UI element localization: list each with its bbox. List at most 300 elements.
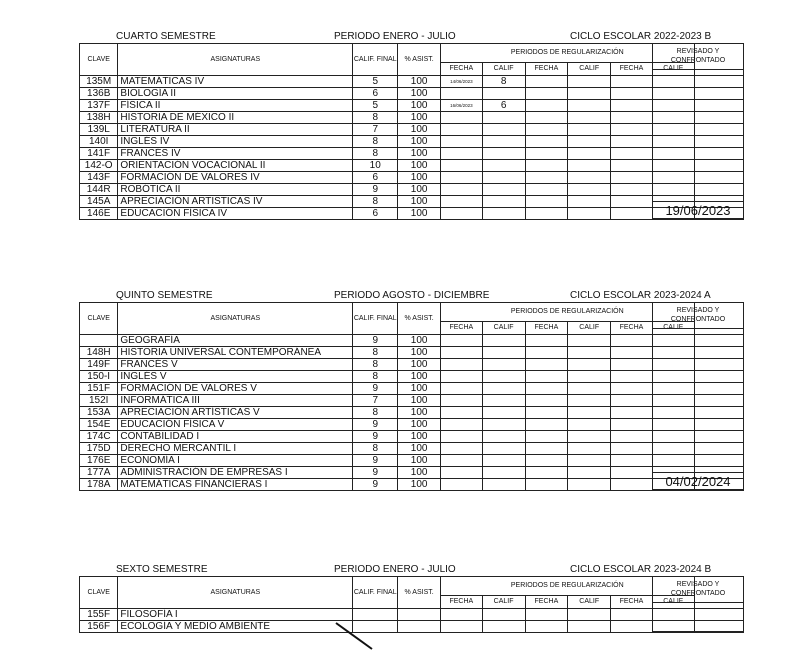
empty-cell (611, 407, 653, 419)
clave-cell: 178A (80, 479, 118, 491)
empty-cell (611, 383, 653, 395)
fecha-cell (441, 371, 483, 383)
empty-cell (611, 112, 653, 124)
fecha-cell (441, 112, 483, 124)
empty-cell (568, 160, 611, 172)
semester-name: CUARTO SEMESTRE (116, 31, 216, 42)
table-row (80, 100, 744, 112)
empty-cell (525, 76, 568, 88)
clave-cell: 144R (80, 184, 118, 196)
empty-cell (525, 395, 568, 407)
empty-cell (611, 208, 653, 220)
clave-cell: 176E (80, 455, 118, 467)
empty-cell (611, 455, 653, 467)
calif-cell: 8 (353, 443, 398, 455)
header-row (80, 303, 744, 322)
asignatura-cell: HISTORIA DE MÉXICO II (118, 112, 353, 124)
table-row (80, 172, 744, 184)
empty-cell (611, 160, 653, 172)
header-calif: CALIF (652, 596, 694, 609)
asignatura-cell: ORIENTACIÓN VOCACIONAL II (118, 160, 353, 172)
semester-period: PERIODO ENERO - JULIO (334, 564, 456, 575)
asist-cell: 100 (398, 407, 441, 419)
header-fecha: FECHA (525, 63, 568, 76)
header-calif: CALIF (652, 322, 694, 335)
header-clave: CLAVE (80, 303, 118, 335)
fecha-cell (441, 383, 483, 395)
revisado-header: REVISADO Y CONFRONTADO (653, 303, 743, 329)
calif-reg-cell (482, 335, 525, 347)
header-calif-final: CALIF. FINAL (353, 44, 398, 76)
semester-name: SEXTO SEMESTRE (116, 564, 208, 575)
calif-cell: 8 (353, 196, 398, 208)
fecha-cell (441, 172, 483, 184)
calif-reg-cell (482, 609, 525, 621)
header-asignaturas: ASIGNATURAS (118, 44, 353, 76)
empty-cell (611, 621, 653, 633)
calif-cell: 8 (353, 148, 398, 160)
empty-cell (525, 431, 568, 443)
header-asist: % ASIST. (398, 303, 441, 335)
asignatura-cell: EDUCACIÓN FÍSICA IV (118, 208, 353, 220)
asist-cell: 100 (398, 431, 441, 443)
asignatura-cell: APRECIACIÓN ARTÍSTICAS V (118, 407, 353, 419)
empty-cell (611, 479, 653, 491)
table-row (80, 479, 744, 491)
clave-cell: 152I (80, 395, 118, 407)
asignatura-cell: HISTORIA UNIVERSAL CONTEMPORÁNEA (118, 347, 353, 359)
header-row (80, 44, 744, 63)
asist-cell: 100 (398, 124, 441, 136)
empty-cell (525, 621, 568, 633)
calif-cell: 8 (353, 371, 398, 383)
calif-cell: 8 (353, 407, 398, 419)
asist-cell: 100 (398, 148, 441, 160)
header-calif: CALIF (482, 596, 525, 609)
empty-cell (525, 160, 568, 172)
header-calif: CALIF (652, 63, 694, 76)
asist-cell: 100 (398, 419, 441, 431)
empty-cell (568, 371, 611, 383)
asist-cell: 100 (398, 208, 441, 220)
empty-cell (611, 148, 653, 160)
empty-cell (611, 335, 653, 347)
empty-cell (568, 112, 611, 124)
fecha-cell (441, 88, 483, 100)
asignatura-cell: INGLÉS V (118, 371, 353, 383)
calif-cell: 10 (353, 160, 398, 172)
clave-cell: 143F (80, 172, 118, 184)
calif-cell: 9 (353, 479, 398, 491)
empty-cell (525, 443, 568, 455)
empty-cell (611, 467, 653, 479)
table-row (80, 88, 744, 100)
table-row (80, 371, 744, 383)
empty-cell (525, 407, 568, 419)
empty-cell (525, 347, 568, 359)
header-clave: CLAVE (80, 44, 118, 76)
revisado-header: REVISADO Y CONFRONTADO (653, 44, 743, 70)
empty-cell (611, 76, 653, 88)
empty-cell (611, 431, 653, 443)
cancel-slash-mark (334, 621, 374, 651)
table-row (80, 383, 744, 395)
empty-cell (568, 443, 611, 455)
empty-cell (525, 419, 568, 431)
asignatura-cell: ECOLOGÍA Y MEDIO AMBIENTE (118, 621, 353, 633)
clave-cell: 140I (80, 136, 118, 148)
table-row (80, 419, 744, 431)
empty-cell (611, 395, 653, 407)
asist-cell: 100 (398, 136, 441, 148)
header-calif-final: CALIF. FINAL (353, 303, 398, 335)
calif-cell: 9 (353, 467, 398, 479)
clave-cell: 137F (80, 100, 118, 112)
empty-cell (568, 184, 611, 196)
fecha-cell: 14/06/2023 (441, 76, 483, 88)
semester-cycle: CICLO ESCOLAR 2023-2024 B (570, 564, 712, 575)
fecha-cell (441, 621, 483, 633)
empty-cell (611, 172, 653, 184)
empty-cell (568, 172, 611, 184)
fecha-cell (441, 160, 483, 172)
calif-cell: 8 (353, 359, 398, 371)
clave-cell: 150-I (80, 371, 118, 383)
calif-reg-cell (482, 172, 525, 184)
table-row (80, 112, 744, 124)
empty-cell (611, 609, 653, 621)
clave-cell: 149F (80, 359, 118, 371)
fecha-cell (441, 431, 483, 443)
asignatura-cell: DERECHO MERCANTIL I (118, 443, 353, 455)
semester-cycle: CICLO ESCOLAR 2023-2024 A (570, 290, 711, 301)
asist-cell: 100 (398, 196, 441, 208)
semester-period: PERIODO AGOSTO - DICIEMBRE (334, 290, 490, 301)
revisado-header: REVISADO Y CONFRONTADO (653, 577, 743, 603)
empty-cell (568, 383, 611, 395)
asist-cell: 100 (398, 184, 441, 196)
asist-cell: 100 (398, 371, 441, 383)
calif-cell (353, 609, 398, 621)
header-calif-final: CALIF. FINAL (353, 577, 398, 609)
calif-cell: 9 (353, 455, 398, 467)
asist-cell: 100 (398, 335, 441, 347)
empty-cell (568, 76, 611, 88)
empty-cell (525, 88, 568, 100)
calif-cell: 9 (353, 383, 398, 395)
empty-cell (611, 359, 653, 371)
calif-cell: 9 (353, 419, 398, 431)
asist-cell: 100 (398, 359, 441, 371)
calif-reg-cell (482, 407, 525, 419)
clave-cell: 177A (80, 467, 118, 479)
table-row (80, 160, 744, 172)
table-row (80, 359, 744, 371)
calif-reg-cell (482, 347, 525, 359)
header-calif: CALIF (568, 596, 611, 609)
asignatura-cell: FRANCÉS V (118, 359, 353, 371)
asist-cell: 100 (398, 395, 441, 407)
table-row (80, 407, 744, 419)
empty-cell (525, 467, 568, 479)
asignatura-cell: INFORMÁTICA III (118, 395, 353, 407)
empty-cell (525, 359, 568, 371)
empty-cell (568, 208, 611, 220)
header-clave: CLAVE (80, 577, 118, 609)
fecha-cell (441, 395, 483, 407)
asist-cell: 100 (398, 479, 441, 491)
header-fecha: FECHA (611, 322, 653, 335)
fecha-cell (441, 335, 483, 347)
table-row (80, 148, 744, 160)
empty-cell (568, 609, 611, 621)
asist-cell: 100 (398, 443, 441, 455)
empty-cell (568, 148, 611, 160)
calif-reg-cell (482, 621, 525, 633)
calif-reg-cell (482, 383, 525, 395)
clave-cell: 145A (80, 196, 118, 208)
fecha-cell (441, 184, 483, 196)
calif-reg-cell (482, 208, 525, 220)
table-row (80, 609, 744, 621)
clave-cell: 148H (80, 347, 118, 359)
empty-cell (611, 136, 653, 148)
calif-reg-cell (482, 136, 525, 148)
header-periodos: PERIODOS DE REGULARIZACIÓN (441, 577, 695, 596)
fecha-cell (441, 419, 483, 431)
table-row (80, 196, 744, 208)
header-fecha: FECHA (525, 596, 568, 609)
empty-cell (525, 136, 568, 148)
calif-reg-cell (482, 443, 525, 455)
empty-cell (568, 196, 611, 208)
asist-cell: 100 (398, 383, 441, 395)
asignatura-cell: CONTABILIDAD I (118, 431, 353, 443)
fecha-cell (441, 347, 483, 359)
revisado-box (652, 43, 744, 219)
header-calif: CALIF (568, 322, 611, 335)
header-asist: % ASIST. (398, 577, 441, 609)
calif-reg-cell (482, 479, 525, 491)
empty-cell (611, 347, 653, 359)
calif-reg-cell: 6 (482, 100, 525, 112)
asignatura-cell: APRECIACIÓN ARTISTICAS IV (118, 196, 353, 208)
calif-cell: 5 (353, 100, 398, 112)
empty-cell (611, 124, 653, 136)
calif-reg-cell (482, 467, 525, 479)
empty-cell (568, 335, 611, 347)
stamp-date: 19/06/2023 (653, 201, 743, 218)
calif-cell: 7 (353, 395, 398, 407)
fecha-cell: 16/06/2023 (441, 100, 483, 112)
header-calif: CALIF (482, 63, 525, 76)
grades-table (79, 576, 744, 633)
empty-cell (611, 196, 653, 208)
header-asignaturas: ASIGNATURAS (118, 303, 353, 335)
calif-cell: 9 (353, 184, 398, 196)
asignatura-cell: FORMACIÓN DE VALORES V (118, 383, 353, 395)
empty-cell (525, 112, 568, 124)
clave-cell: 153A (80, 407, 118, 419)
fecha-cell (441, 407, 483, 419)
asist-cell: 100 (398, 467, 441, 479)
calif-cell: 8 (353, 347, 398, 359)
asist-cell: 100 (398, 100, 441, 112)
empty-cell (525, 383, 568, 395)
header-asist: % ASIST. (398, 44, 441, 76)
header-fecha: FECHA (441, 596, 483, 609)
clave-cell: 138H (80, 112, 118, 124)
asist-cell: 100 (398, 76, 441, 88)
clave-cell: 156F (80, 621, 118, 633)
empty-cell (525, 335, 568, 347)
empty-cell (525, 124, 568, 136)
clave-cell: 155F (80, 609, 118, 621)
asignatura-cell: LITERATURA II (118, 124, 353, 136)
calif-reg-cell (482, 148, 525, 160)
asist-cell: 100 (398, 112, 441, 124)
clave-cell: 175D (80, 443, 118, 455)
empty-cell (568, 455, 611, 467)
fecha-cell (441, 359, 483, 371)
semester-name: QUINTO SEMESTRE (116, 290, 213, 301)
fecha-cell (441, 148, 483, 160)
clave-cell: 151F (80, 383, 118, 395)
empty-cell (525, 172, 568, 184)
calif-reg-cell (482, 431, 525, 443)
header-row (80, 577, 744, 596)
empty-cell (568, 124, 611, 136)
calif-reg-cell: 8 (482, 76, 525, 88)
table-row (80, 335, 744, 347)
calif-reg-cell (482, 88, 525, 100)
asignatura-cell: FORMACIÓN DE VALORES IV (118, 172, 353, 184)
calif-reg-cell (482, 419, 525, 431)
empty-cell (568, 88, 611, 100)
empty-cell (568, 100, 611, 112)
clave-cell: 174C (80, 431, 118, 443)
empty-cell (525, 184, 568, 196)
header-fecha: FECHA (525, 322, 568, 335)
empty-cell (568, 621, 611, 633)
table-row (80, 184, 744, 196)
asignatura-cell: FILOSOFÍA I (118, 609, 353, 621)
fecha-cell (441, 455, 483, 467)
calif-reg-cell (482, 395, 525, 407)
header-calif: CALIF (568, 63, 611, 76)
calif-reg-cell (482, 160, 525, 172)
empty-cell (525, 100, 568, 112)
asist-cell: 100 (398, 172, 441, 184)
calif-cell: 9 (353, 335, 398, 347)
asignatura-cell: ADMINISTRACIÓN DE EMPRESAS I (118, 467, 353, 479)
table-row (80, 431, 744, 443)
clave-cell: 136B (80, 88, 118, 100)
calif-reg-cell (482, 184, 525, 196)
calif-cell: 8 (353, 112, 398, 124)
table-row (80, 76, 744, 88)
asignatura-cell: FRANCÉS IV (118, 148, 353, 160)
calif-reg-cell (482, 112, 525, 124)
clave-cell: 139L (80, 124, 118, 136)
stamp-date: 04/02/2024 (653, 472, 743, 489)
asignatura-cell: ECONOMÍA I (118, 455, 353, 467)
asignatura-cell: EDUCACIÓN FÍSICA V (118, 419, 353, 431)
clave-cell: 141F (80, 148, 118, 160)
empty-cell (611, 184, 653, 196)
empty-cell (525, 148, 568, 160)
fecha-cell (441, 136, 483, 148)
table-row (80, 136, 744, 148)
calif-cell: 8 (353, 136, 398, 148)
empty-cell (568, 359, 611, 371)
header-asignaturas: ASIGNATURAS (118, 577, 353, 609)
fecha-cell (441, 124, 483, 136)
calif-cell: 6 (353, 208, 398, 220)
asist-cell: 100 (398, 160, 441, 172)
empty-cell (568, 419, 611, 431)
asignatura-cell: MATEMÁTICAS FINANCIERAS I (118, 479, 353, 491)
grades-table (79, 43, 744, 220)
header-fecha: FECHA (611, 63, 653, 76)
calif-reg-cell (482, 196, 525, 208)
empty-cell (568, 136, 611, 148)
fecha-cell (441, 467, 483, 479)
header-periodos: PERIODOS DE REGULARIZACIÓN (441, 303, 695, 322)
empty-cell (568, 431, 611, 443)
calif-reg-cell (482, 124, 525, 136)
asignatura-cell: GEOGRAFÍA (118, 335, 353, 347)
table-row (80, 455, 744, 467)
calif-cell: 6 (353, 88, 398, 100)
clave-cell: 146E (80, 208, 118, 220)
semester-period: PERIODO ENERO - JULIO (334, 31, 456, 42)
asignatura-cell: INGLÉS IV (118, 136, 353, 148)
empty-cell (611, 419, 653, 431)
empty-cell (568, 395, 611, 407)
empty-cell (525, 609, 568, 621)
header-fecha: FECHA (441, 63, 483, 76)
empty-cell (525, 196, 568, 208)
table-row (80, 124, 744, 136)
revisado-box (652, 576, 744, 632)
empty-cell (525, 208, 568, 220)
asist-cell: 100 (398, 347, 441, 359)
asist-cell (398, 621, 441, 633)
clave-cell: 142-O (80, 160, 118, 172)
calif-cell: 7 (353, 124, 398, 136)
calif-cell: 5 (353, 76, 398, 88)
empty-cell (611, 443, 653, 455)
empty-cell (568, 407, 611, 419)
calif-cell: 6 (353, 172, 398, 184)
header-fecha: FECHA (441, 322, 483, 335)
clave-cell: 135M (80, 76, 118, 88)
asist-cell (398, 609, 441, 621)
asignatura-cell: MATEMÁTICAS IV (118, 76, 353, 88)
table-row (80, 443, 744, 455)
empty-cell (568, 347, 611, 359)
fecha-cell (441, 609, 483, 621)
empty-cell (525, 479, 568, 491)
clave-cell (80, 335, 118, 347)
empty-cell (525, 371, 568, 383)
asignatura-cell: BIOLOGÍA II (118, 88, 353, 100)
empty-cell (568, 467, 611, 479)
empty-cell (568, 479, 611, 491)
fecha-cell (441, 196, 483, 208)
fecha-cell (441, 208, 483, 220)
